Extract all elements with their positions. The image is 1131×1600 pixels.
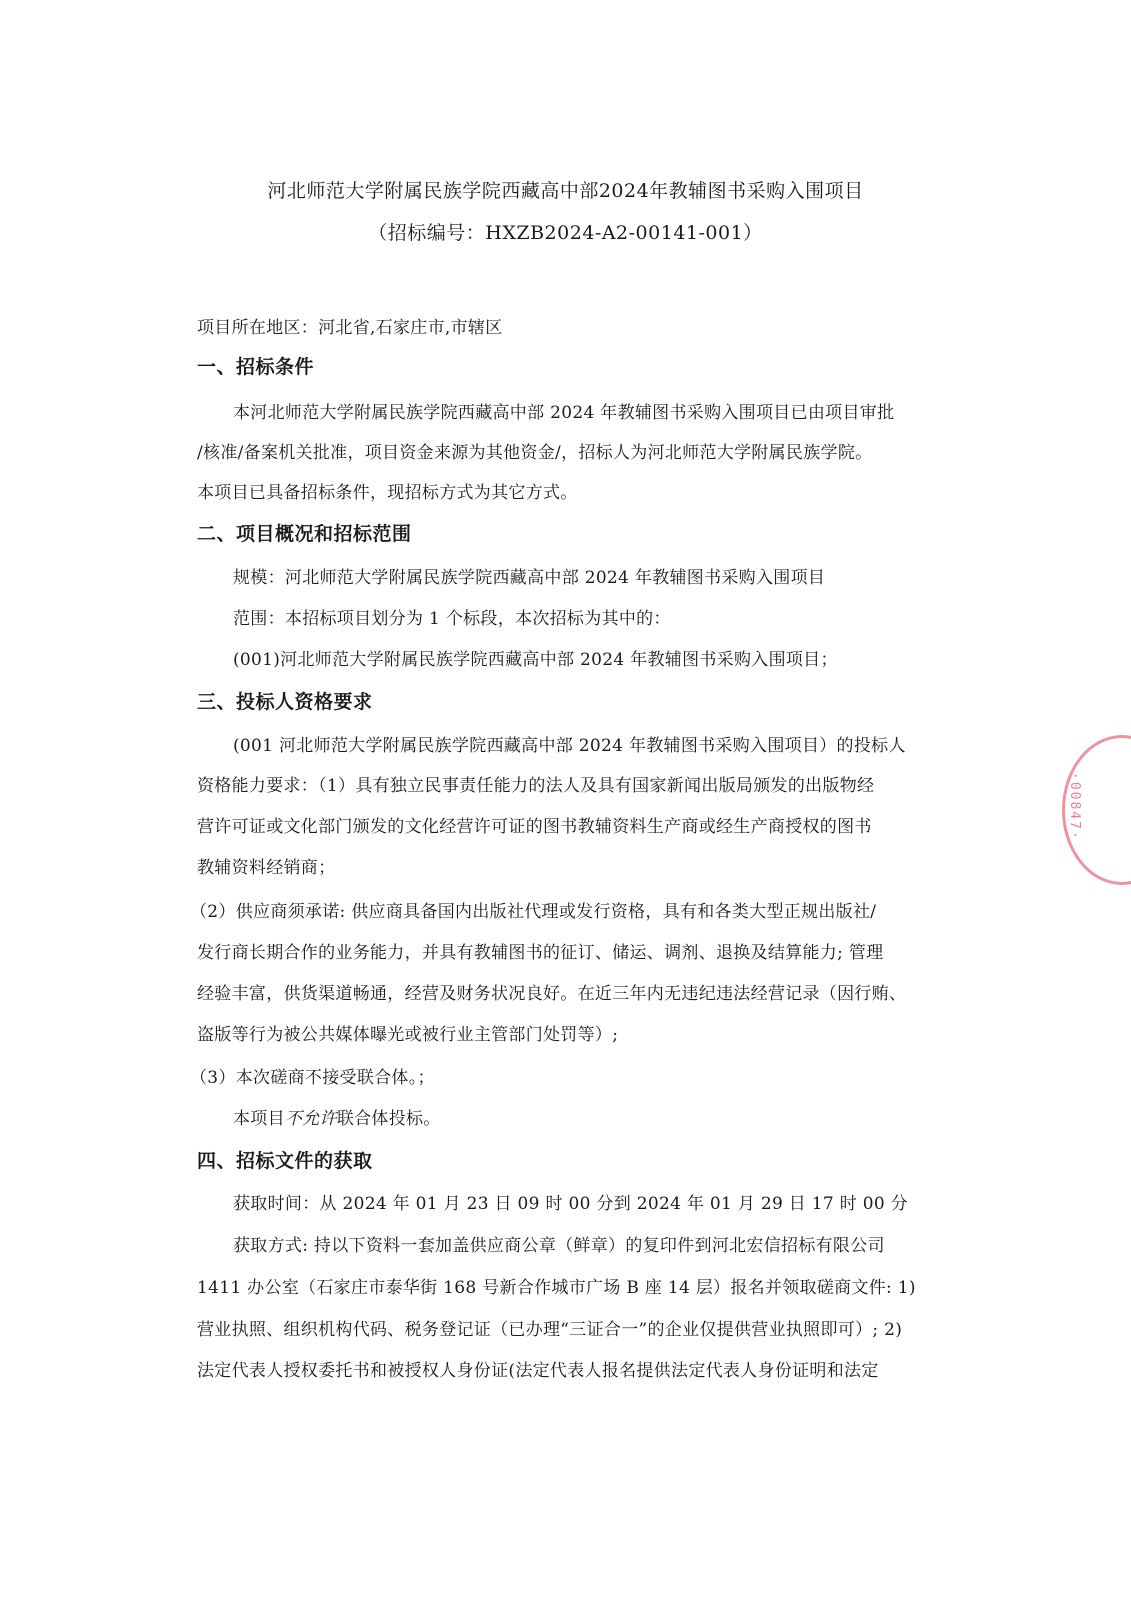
- section-2-line: 范围：本招标项目划分为 1 个标段，本次招标为其中的：: [233, 609, 671, 629]
- section-heading-4: 四、招标文件的获取: [197, 1150, 373, 1172]
- consortium-prefix: 本项目: [233, 1109, 285, 1129]
- document-title: 河北师范大学附属民族学院西藏高中部2024年教辅图书采购入围项目: [267, 180, 864, 202]
- section-3-line: 营许可证或文化部门颁发的文化经营许可证的图书教辅资料生产商或经生产商授权的图书: [197, 817, 872, 837]
- consortium-statement: [233, 1104, 441, 1129]
- section-3-line: 盗版等行为被公共媒体曝光或被行业主管部门处罚等）;: [197, 1025, 619, 1045]
- section-4-line: 营业执照、组织机构代码、税务登记证（已办理“三证合一”的企业仅提供营业执照即可）; 2): [197, 1320, 903, 1340]
- consortium-suffix: 联合体投标。: [336, 1109, 441, 1129]
- section-3-line: 教辅资料经销商；: [197, 858, 336, 878]
- section-3-line: (001 河北师范大学附属民族学院西藏高中部 2024 年教辅图书采购入围项目）的投标人: [233, 736, 906, 756]
- section-1-line: 本河北师范大学附属民族学院西藏高中部 2024 年教辅图书采购入围项目已由项目审批: [233, 403, 895, 423]
- section-3-line: （3）本次磋商不接受联合体。；: [190, 1068, 435, 1088]
- section-3-line: 资格能力要求：（1）具有独立民事责任能力的法人及具有国家新闻出版局颁发的出版物经: [197, 776, 875, 796]
- consortium-emphasis: 不允许: [284, 1109, 337, 1129]
- bid-number: （招标编号：HXZB2024-A2-00141-001）: [368, 222, 763, 244]
- section-3-line: 经验丰富，供货渠道畅通，经营及财务状况良好。在近三年内无违纪违法经营记录（因行贿、: [197, 984, 907, 1004]
- section-4-line: 获取方式: 持以下资料一套加盖供应商公章（鲜章）的复印件到河北宏信招标有限公司: [233, 1236, 885, 1256]
- section-1-line: 本项目已具备招标条件，现招标方式为其它方式。: [197, 483, 578, 503]
- section-3-line: 发行商长期合作的业务能力，并具有教辅图书的征订、储运、调剂、退换及结算能力; 管理: [197, 943, 884, 963]
- project-location: 项目所在地区：河北省,石家庄市,市辖区: [197, 318, 503, 338]
- section-heading-2: 二、项目概况和招标范围: [197, 523, 412, 545]
- section-4-line: 法定代表人授权委托书和被授权人身份证(法定代表人报名提供法定代表人身份证明和法定: [197, 1361, 879, 1381]
- section-1-line: /核准/备案机关批准，项目资金来源为其他资金/，招标人为河北师范大学附属民族学院。: [197, 443, 873, 463]
- section-heading-1: 一、招标条件: [197, 356, 315, 378]
- section-3-line: （2）供应商须承诺: 供应商具备国内出版社代理或发行资格，具有和各类大型正规出版社/: [190, 902, 877, 922]
- section-4-line: 1411 办公室（石家庄市泰华街 168 号新合作城市广场 B 座 14 层）报名并领取磋商文件: 1): [197, 1278, 916, 1298]
- section-heading-3: 三、投标人资格要求: [197, 691, 373, 713]
- section-4-line: 获取时间：从 2024 年 01 月 23 日 09 时 00 分到 2024 年 01 月 29 日 17 时 00 分: [233, 1194, 908, 1214]
- seal-number: ·00847·: [1067, 772, 1082, 841]
- section-2-line: (001)河北师范大学附属民族学院西藏高中部 2024 年教辅图书采购入围项目；: [233, 650, 838, 670]
- section-2-line: 规模：河北师范大学附属民族学院西藏高中部 2024 年教辅图书采购入围项目: [233, 568, 826, 588]
